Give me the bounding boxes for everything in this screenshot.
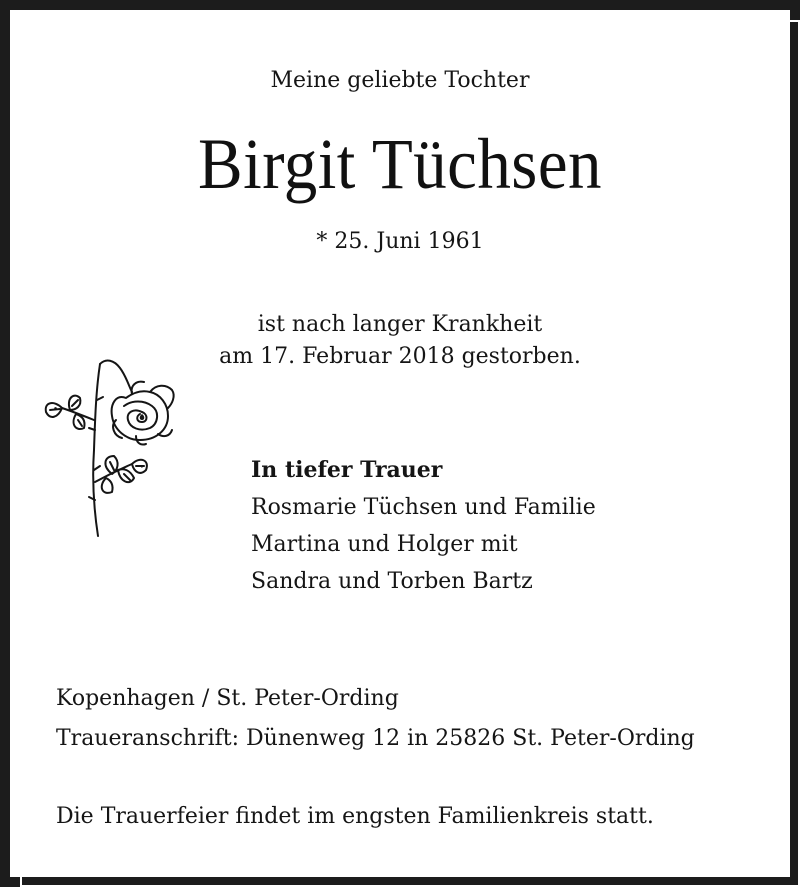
mourning-address: Traueranschrift: Dünenweg 12 in 25826 St. Peter-Ording bbox=[56, 726, 695, 751]
places-line: Kopenhagen / St. Peter-Ording bbox=[56, 686, 399, 711]
mourners-heading: In tiefer Trauer bbox=[251, 457, 443, 483]
rose-icon bbox=[40, 350, 182, 542]
mourner-line: Sandra und Torben Bartz bbox=[251, 569, 533, 594]
funeral-note: Die Trauerfeier findet im engsten Familienkreis statt. bbox=[56, 804, 654, 829]
death-line-2: am 17. Februar 2018 gestorben. bbox=[219, 344, 581, 369]
mourner-line: Rosmarie Tüchsen und Familie bbox=[251, 495, 596, 520]
deceased-name: Birgit Tüchsen bbox=[198, 124, 602, 204]
intro-text: Meine geliebte Tochter bbox=[270, 68, 530, 93]
mourners-block bbox=[251, 452, 596, 600]
death-line-1: ist nach langer Krankheit bbox=[257, 312, 543, 337]
mourner-line: Martina und Holger mit bbox=[251, 532, 518, 557]
birth-date: * 25. Juni 1961 bbox=[316, 229, 484, 254]
